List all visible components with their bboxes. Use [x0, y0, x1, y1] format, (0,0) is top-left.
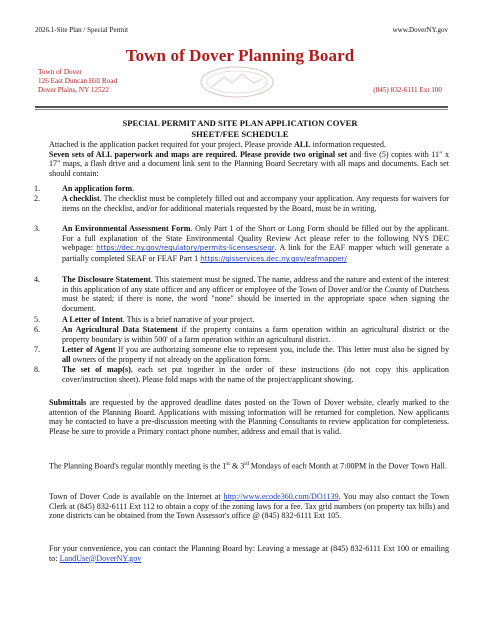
item-text: . This statement must be signed. The name, address and the nature and extent of the interest in this application of any state officer and any officer or employee of the Town of Dover and/or the County of Dutchess must be stated; if there is none, the word "none" should be inserted in the appropriate space when signing the document.	[62, 275, 449, 314]
heading-line: SPECIAL PERMIT AND SITE PLAN APPLICATION COVER	[122, 118, 358, 128]
item-text: . This is a brief narrative of your project.	[122, 315, 255, 324]
intro-paragraph	[49, 140, 449, 179]
address-line: 126 East Duncan Hill Road	[38, 77, 118, 85]
top-line	[35, 26, 448, 36]
list-item	[34, 184, 449, 194]
meeting-sup: rd	[244, 461, 249, 467]
seqr-link[interactable]: https://dec.ny.gov/regulatory/permits-licenses/seqr	[96, 244, 275, 253]
email-link[interactable]: LandUse@DoverNY.gov	[59, 553, 142, 563]
section-heading	[0, 118, 480, 140]
code-text: Town of Dover Code is available on the Internet at	[49, 492, 224, 501]
form-code: 2026.1-Site Plan / Special Permit	[35, 26, 129, 34]
intro-text: Each set should contain:	[49, 159, 450, 179]
intro-text: information requested.	[310, 140, 386, 149]
heading-line: SHEET/FEE SCHEDULE	[191, 129, 289, 139]
meeting-sup: st	[226, 461, 230, 467]
item-text: , each set put together in the order of these instructions (do not copy this application cover/instruction sheet). Please fold maps with the name of the project/applicant showing.	[62, 365, 449, 384]
item-bold: all	[62, 354, 71, 364]
ecode-link[interactable]: http://www.ecode360.com/DO1139	[223, 492, 339, 501]
code-text: . You may also contact the Town Clerk at (845) 832-6111 Ext 112 to obtain a copy of the zoning laws for a fee. Tax grid numbers (on property tax bills) and zone districts can be obtained from the Town Assessor's office @ (845) 832-6111 Ext 105.	[49, 492, 449, 521]
submittals-text: are requested by the approved deadline dates posted on the Town of Dover website, clearly marked to the attention of the Planning Board. Applications with missing information will be returned for completion. New applicants may be contacted to have a pre-discussion meeting with the Planning Consultants to review application for completeness. Please be sure to provide a Primary contact phone number, address and email that is valid.	[49, 398, 449, 437]
eaf-mapper-link[interactable]: https://gisservices.dec.ny.gov/eafmapper/	[200, 255, 347, 264]
item-text: . A link for the EAF mapper which will generate a partially completed SEAF or FEAF Part 1	[62, 243, 449, 264]
phone-number: (845) 832-6111 Ext 100	[373, 86, 442, 94]
item-title: The Disclosure Statement	[62, 275, 151, 284]
meeting-text: & 3	[229, 461, 245, 471]
list-item	[34, 315, 449, 325]
item-title: The set of map(s)	[62, 365, 131, 374]
item-title: An Environmental Assessment Form	[62, 224, 191, 233]
item-number: 6.	[34, 325, 41, 334]
item-title: A checklist	[62, 194, 100, 203]
list-item	[34, 194, 449, 213]
contact-text: For your convenience, you can contact the Planning Board by: Leaving a message at (845) 832-6111 Ext 100 or emailing to:	[49, 544, 449, 563]
submittals-paragraph	[49, 398, 449, 437]
item-text: If you are authorizing someone else to represent you, include the. This letter must also be signed by	[115, 345, 449, 354]
item-number: 3.	[34, 224, 41, 233]
intro-text: Attached is the application packet required for your project. Please provide	[49, 140, 294, 149]
intro-bold: ALL	[95, 149, 112, 159]
intro-bold: paperwork and maps are required. Please provide two original set	[112, 149, 348, 159]
item-number: 2.	[34, 194, 41, 203]
submittals-bold: Submittals	[49, 398, 87, 407]
intro-text: and five (5) copies with 11" x 17" maps, a flash drive and a document link sent to the Planning Board Secretary with all maps and documents.	[49, 149, 449, 169]
address-line: Town of Dover	[38, 68, 82, 76]
item-number: 5.	[34, 315, 41, 324]
page-title: Town of Dover Planning Board	[125, 46, 355, 65]
item-title: A Letter of Intent	[62, 315, 123, 324]
meeting-text: The Planning Board's regular monthly meeting is the 1	[49, 461, 227, 471]
code-paragraph	[49, 492, 449, 521]
item-text: . The checklist must be completely filled out and accompany your application. Any requests for waivers for items on the checklist, and/or for additional materials requested by the Board, must be in writing.	[62, 194, 449, 213]
item-title: Letter of Agent	[62, 345, 116, 354]
address-line: Dover Plains, NY 12522	[38, 86, 109, 94]
intro-bold: ALL	[293, 140, 311, 149]
list-item	[34, 325, 449, 344]
item-text: if the property contains a farm operation within an agricultural district or the property boundary is within 500' of a farm operation within an agricultural district.	[62, 325, 450, 344]
divider	[35, 106, 448, 108]
item-text: . Only Part 1 of the Short or Long Form should be filled out by the applicant. For a full explanation of the State Environmental Quality Review Act please refer to the following NYS DEC webpage:	[62, 224, 449, 253]
list-item	[34, 224, 449, 265]
item-text: .	[132, 184, 135, 193]
divider	[35, 109, 448, 110]
contact-paragraph	[49, 544, 449, 563]
item-number: 7.	[34, 345, 41, 354]
website-text: www.DoverNY.gov	[392, 26, 448, 34]
meeting-text: Mondays of each Month at 7:00PM in the Dover Town Hall.	[248, 461, 447, 471]
item-title: An application form	[62, 184, 133, 193]
intro-bold: Seven sets of	[49, 149, 96, 159]
item-number: 4.	[34, 275, 41, 284]
item-title: An Agricultural Data Statement	[62, 325, 178, 334]
list-item	[34, 345, 449, 364]
item-number: 1.	[34, 184, 41, 193]
item-number: 8.	[34, 365, 41, 374]
list-item	[34, 365, 449, 384]
list-item	[34, 275, 449, 314]
item-text: owners of the property if not already on the application form.	[70, 354, 272, 364]
town-seal	[198, 65, 276, 99]
meeting-paragraph	[49, 460, 449, 471]
address-block	[38, 68, 117, 95]
